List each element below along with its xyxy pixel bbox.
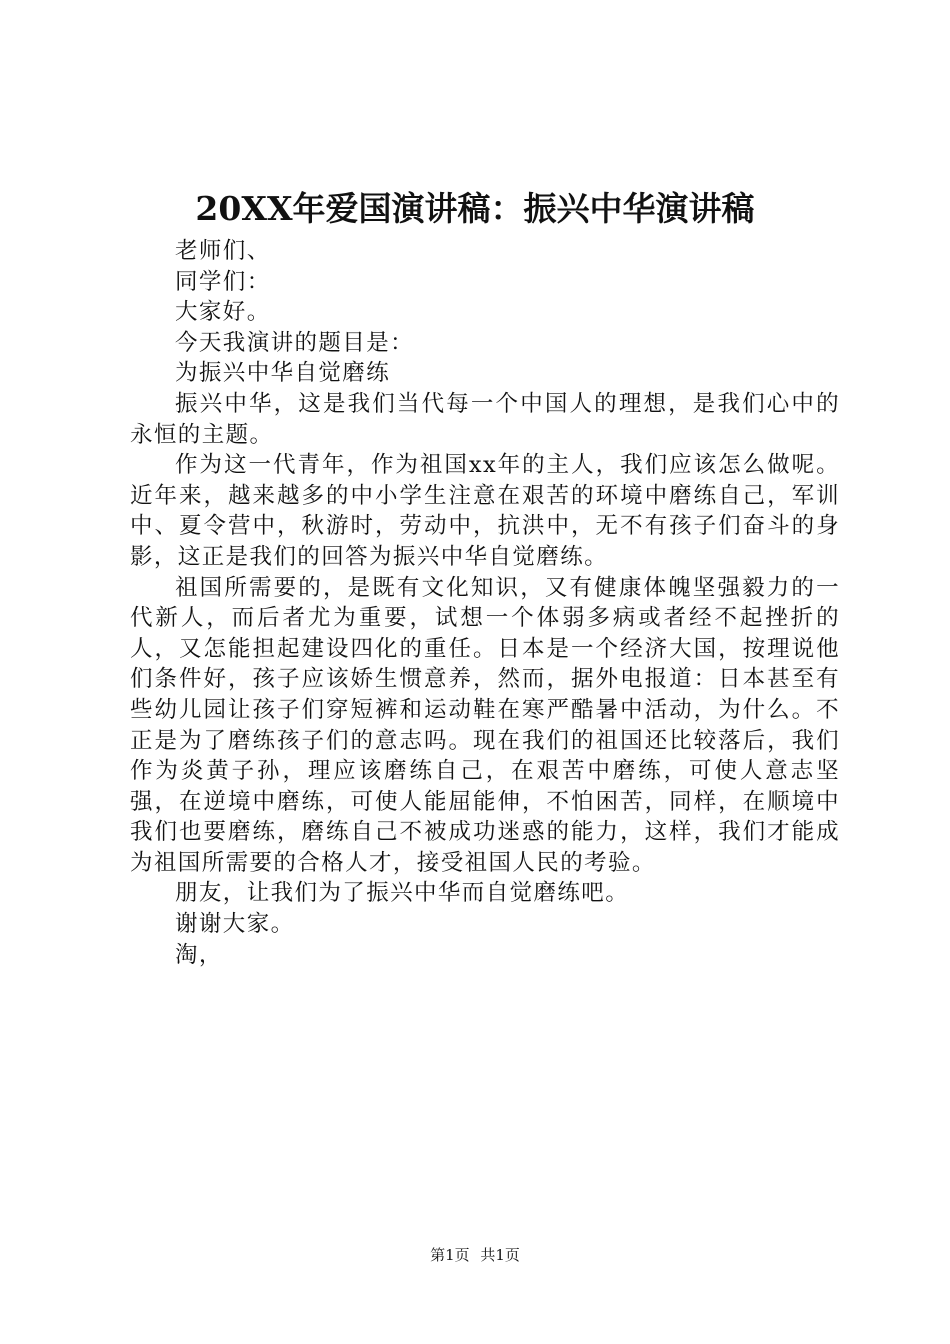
paragraph: 为振兴中华自觉磨练 — [175, 360, 391, 387]
paragraph: 祖国所需要的，是既有文化知识，又有健康体魄坚强毅力的一代新人，而后者尤为重要，试想一个体弱多病或者经不起挫折的人，又怎能担起建设四化的重任。日本是一个经济大国，按理说他们条件好，孩子应该娇生惯意养，然而，据外电报道：日本甚至有些幼儿园让孩子们穿短裤和运动鞋在寒严酷暑中活动，为什么。不正是为了磨练孩子们的意志吗。现在我们的祖国还比较落后，我们作为炎黄子孙，理应该磨练自己，在艰苦中磨练，可使人意志坚强，在逆境中磨练，可使人能屈能伸，不怕困苦，同样，在顺境中我们也要磨练，磨练自己不被成功迷惑的能力，这样，我们才能成为祖国所需要的合格人才，接受祖国人民的考验。 — [130, 574, 840, 876]
page-footer — [0, 1245, 950, 1265]
paragraph: 同学们： — [175, 268, 271, 295]
paragraph: 今天我演讲的题目是： — [175, 329, 415, 356]
paragraph: 大家好。 — [175, 299, 271, 326]
page-total: 共1页 — [480, 1246, 520, 1264]
paragraph: 振兴中华，这是我们当代每一个中国人的理想，是我们心中的永恒的主题。 — [130, 390, 840, 448]
page-number: 第1页 — [430, 1246, 470, 1264]
paragraph: 老师们、 — [175, 238, 271, 264]
paragraph: 谢谢大家。 — [175, 911, 295, 938]
paragraph: 淘， — [175, 941, 223, 968]
paragraph: 作为这一代青年，作为祖国xx年的主人，我们应该怎么做呢。近年来，越来越多的中小学生注意在艰苦的环境中磨练自己，军训中、夏令营中，秋游时，劳动中，抗洪中，无不有孩子们奋斗的身影，这正是我们的回答为振兴中华自觉磨练。 — [130, 452, 840, 570]
document-body — [130, 236, 840, 970]
document-title: 20XX年爱国演讲稿：振兴中华演讲稿 — [195, 189, 755, 228]
paragraph: 朋友，让我们为了振兴中华而自觉磨练吧。 — [175, 880, 630, 907]
